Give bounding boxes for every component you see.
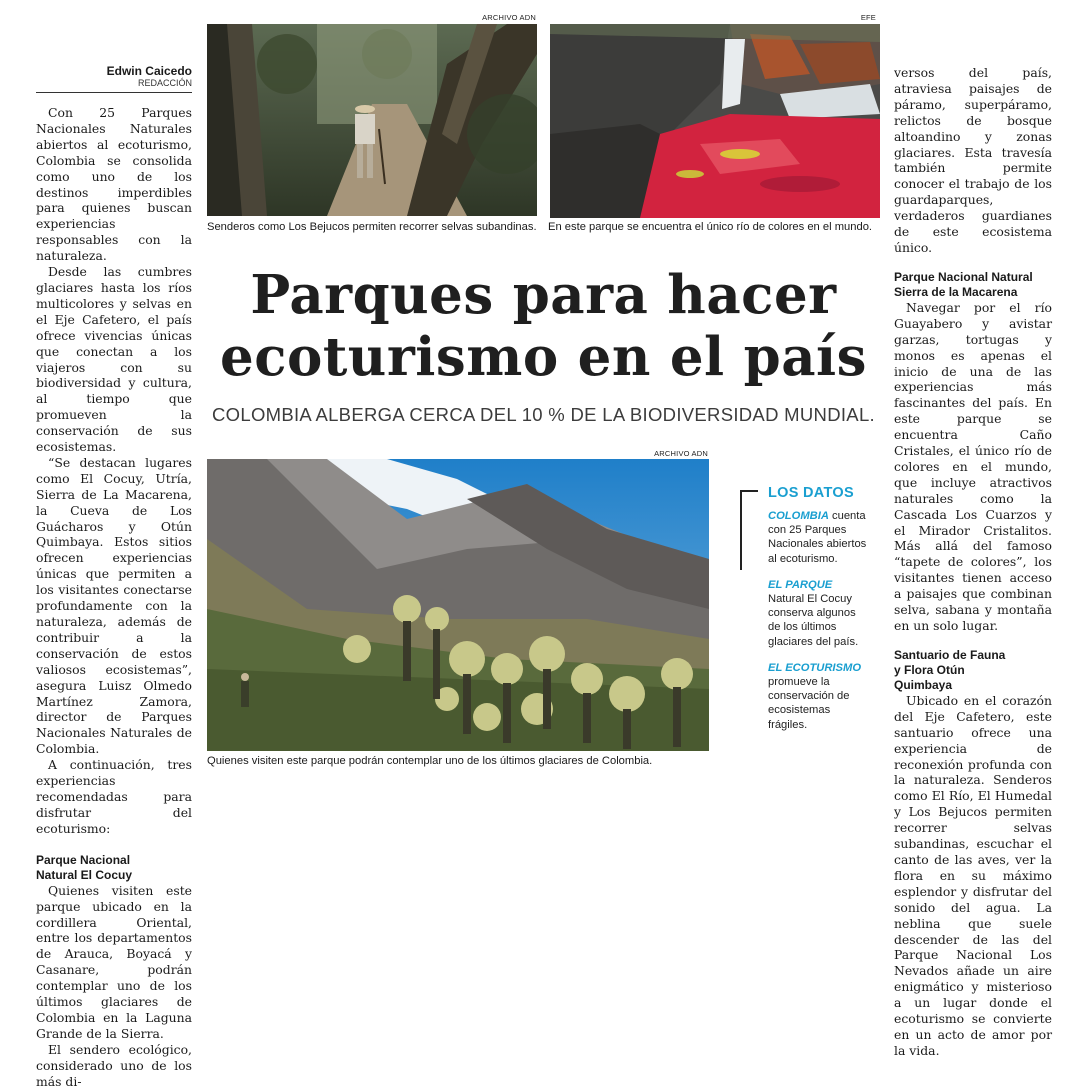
section-heading: Santuario de Fauna y Flora Otún Quimbaya: [894, 647, 1006, 692]
river-of-colors-photo: [550, 24, 880, 218]
paragraph: Navegar por el río Guayabero y avistar garzas, tortugas y monos es apenas el inicio de una de las experiencias más fascinantes del país. En este parque se encuentra Caño Cristales, el único río de colores en el mundo, que incluye atractivos naturales como la Cascada Los Cuarzos y el Mirador Cristalitos. Más allá del famoso “tapete de colores”, los visitantes tienen acceso a paisajes que combinan selva, sabana y montaña en un solo lugar.: [894, 299, 1052, 633]
datos-item: EL ECOTURISMO promueve la conservación de ecosistemas frágiles.: [768, 661, 862, 731]
subtitle: COLOMBIA ALBERGA CERCA DEL 10 % DE LA BIODIVERSIDAD MUNDIAL.: [212, 404, 875, 425]
datos-marker-line: [740, 490, 742, 570]
forest-trail-photo: [207, 24, 537, 216]
section-heading: Parque Nacional Natural El Cocuy: [36, 852, 133, 882]
paragraph: Ubicado en el corazón del Eje Cafetero, este santuario ofrece una experiencia de reconexión profunda con la naturaleza. Senderos como El Río, El Humedal y Los Bejucos permiten recorrer selvas subandinas, escuchar el canto de las aves, ver la flora en su máximo esplendor y disfrutar del sonido del agua. La neblina que suele descender de las del Parque Nacional Los Nevados añade un aire enigmático y misterioso a un lugar donde el ecoturismo se convierte en un acto de amor por la vida.: [894, 692, 1052, 1058]
headline-line-1: Parques para hacer: [250, 264, 837, 326]
author-role: REDACCIÓN: [137, 78, 192, 88]
datos-marker: [740, 490, 758, 492]
datos-list: [768, 509, 868, 744]
paragraph: “Se destacan lugares como El Cocuy, Utría, Sierra de La Macarena, la Cueva de Los Guácharos y Otún Quimbaya. Estos sitios ofrecen experiencias únicas que permiten a los visitantes conectarse profundamente con la naturaleza, además de contribuir a la conservación de estos valiosos ecosistemas”, asegura Luisz Olmedo Martínez Zamora, director de Parques Nacionales Naturales de Colombia.: [36, 454, 192, 757]
paragraph: versos del país, atraviesa paisajes de páramo, superpáramo, relictos de bosque altoandino y zonas glaciares. Esta travesía también permite conocer el trabajo de los guardaparques, verdaderos guardianes de este ecosistema único.: [894, 65, 1052, 255]
article-column-3: [894, 65, 1052, 1059]
photo-caption: Quienes visiten este parque podrán contemplar uno de los últimos glaciares de Colombia.: [207, 755, 653, 767]
datos-title: LOS DATOS: [768, 485, 854, 501]
headline-line-2: ecoturismo en el país: [219, 326, 868, 388]
photo-caption: Senderos como Los Bejucos permiten recorrer selvas subandinas.: [207, 221, 537, 233]
datos-item: EL PARQUE Natural El Cocuy conserva algunos de los últimos glaciares del país.: [768, 578, 859, 648]
author-name: Edwin Caicedo: [106, 64, 192, 78]
paragraph: El sendero ecológico, considerado uno de los más di-: [36, 1041, 192, 1089]
photo-credit: ARCHIVO ADN: [654, 449, 708, 458]
headline: [207, 264, 880, 388]
el-cocuy-photo: [207, 459, 709, 751]
byline-rule: [36, 92, 192, 93]
paragraph: Desde las cumbres glaciares hasta los ríos multicolores y selvas en el Eje Cafetero, el país ofrece vivencias únicas que conectan a los viajeros con su biodiversidad y cultura, al tiempo que promueven la conservación de sus ecosistemas.: [36, 264, 192, 455]
datos-item: COLOMBIA cuenta con 25 Parques Nacionales abiertos al ecoturismo.: [768, 510, 867, 565]
photo-credit: EFE: [860, 13, 876, 22]
photo-credit: ARCHIVO ADN: [482, 13, 536, 22]
photo-caption: En este parque se encuentra el único río de colores en el mundo.: [548, 221, 873, 233]
paragraph: Quienes visiten este parque ubicado en la cordillera Oriental, entre los departamentos de Arauca, Boyacá y Casanare, podrán contemplar uno de los últimos glaciares de Colombia en la Laguna Grande de la Sierra.: [36, 882, 192, 1041]
paragraph: Con 25 Parques Nacionales Naturales abiertos al ecoturismo, Colombia se consolida como uno de los destinos imperdibles para quienes buscan experiencias responsables con la naturaleza.: [36, 105, 192, 264]
article-column-1: [36, 105, 192, 1089]
section-heading: Parque Nacional Natural Sierra de la Macarena: [894, 269, 1033, 299]
paragraph: A continuación, tres experiencias recomendadas para disfrutar del ecoturismo:: [36, 757, 192, 836]
